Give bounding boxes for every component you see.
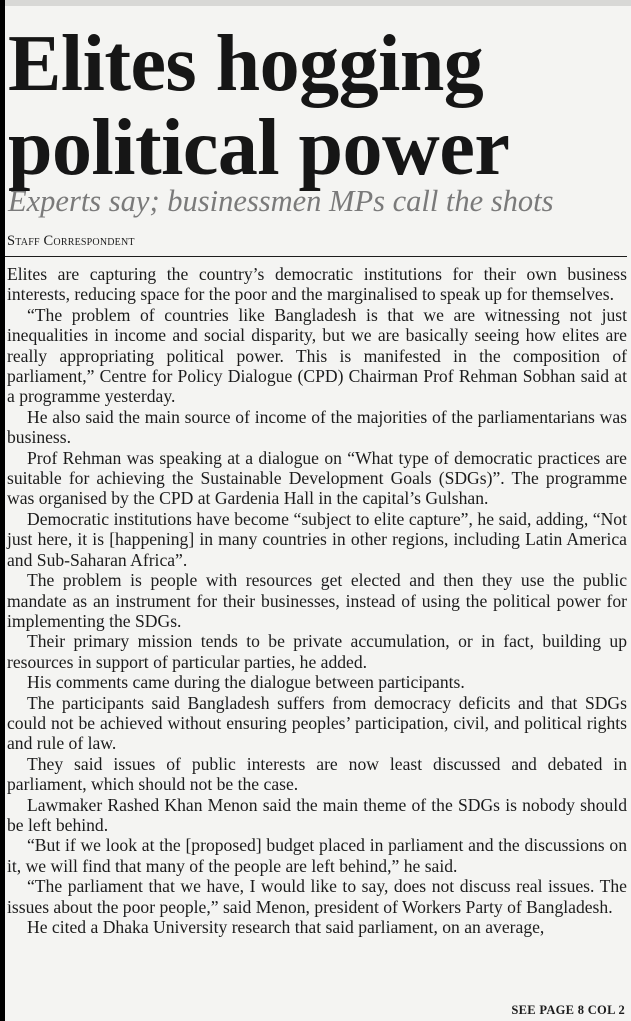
paragraph: He cited a Dhaka University research that said parliament, on an average, (27, 917, 545, 937)
headline-line-1: Elites hogging (8, 20, 484, 108)
clipped-top-text-strip (5, 0, 631, 6)
paragraph: Lawmaker Rashed Khan Menon said the main theme of the SDGs is nobody should be left behind. (7, 794, 627, 835)
paragraph: “The parliament that we have, I would like to say, does not discuss real issues. The issues about the poor people,” said Menon, president of Workers Party of Bangladesh. (7, 876, 627, 917)
paragraph: They said issues of public interests are now least discussed and debated in parliament, which should not be the case. (7, 753, 627, 795)
byline-divider (5, 256, 627, 257)
paragraph: “The problem of countries like Bangladesh is that we are witnessing not just inequalities in income and social disparity, but we are basically seeing how elites are really appropriating political power. This is manifested in the composition of parliament,” Centre for Policy Dialogue (CPD) Chairman Prof Rehman Sobhan said at a programme yesterday. (7, 304, 627, 407)
byline: Staff Correspondent (7, 233, 135, 249)
continuation-jump: SEE PAGE 8 COL 2 (511, 1003, 625, 1017)
paragraph: Prof Rehman was speaking at a dialogue on “What type of democratic practices are suitable for achieving the Sustainable Development Goals (SDGs)”. The programme was organised by the CPD at Gardenia Hall in the capital’s Gulshan. (7, 447, 627, 509)
left-column-rule (0, 0, 5, 1021)
paragraph: The participants said Bangladesh suffers from democracy deficits and that SDGs could not be achieved without ensuring peoples’ participation, civil, and political rights and rule of law. (7, 692, 627, 754)
paragraph: “But if we look at the [proposed] budget placed in parliament and the discussions on it, we will find that many of the people are left behind,” he said. (7, 835, 627, 876)
paragraph: His comments came during the dialogue between participants. (27, 672, 465, 693)
paragraph: He also said the main source of income of the majorities of the parliamentarians was business. (7, 406, 627, 448)
paragraph: The problem is people with resources get elected and then they use the public mandate as an instrument for their businesses, instead of using the political power for implementing the SDGs. (7, 570, 627, 631)
headline (8, 22, 628, 190)
article-body (7, 264, 627, 937)
paragraph: Their primary mission tends to be private accumulation, or in fact, building up resources in support of particular parties, he added. (7, 631, 627, 672)
paragraph: Elites are capturing the country’s democratic institutions for their own business interests, reducing space for the poor and the marginalised to speak up for themselves. (7, 264, 627, 305)
paragraph: Democratic institutions have become “subject to elite capture”, he said, adding, “Not just here, it is [happening] in many countries in other regions, including Latin America and Sub-Saharan Africa”. (7, 508, 627, 570)
subheadline: Experts say; businessmen MPs call the shots (8, 184, 554, 218)
headline-line-2: political power (8, 104, 510, 192)
